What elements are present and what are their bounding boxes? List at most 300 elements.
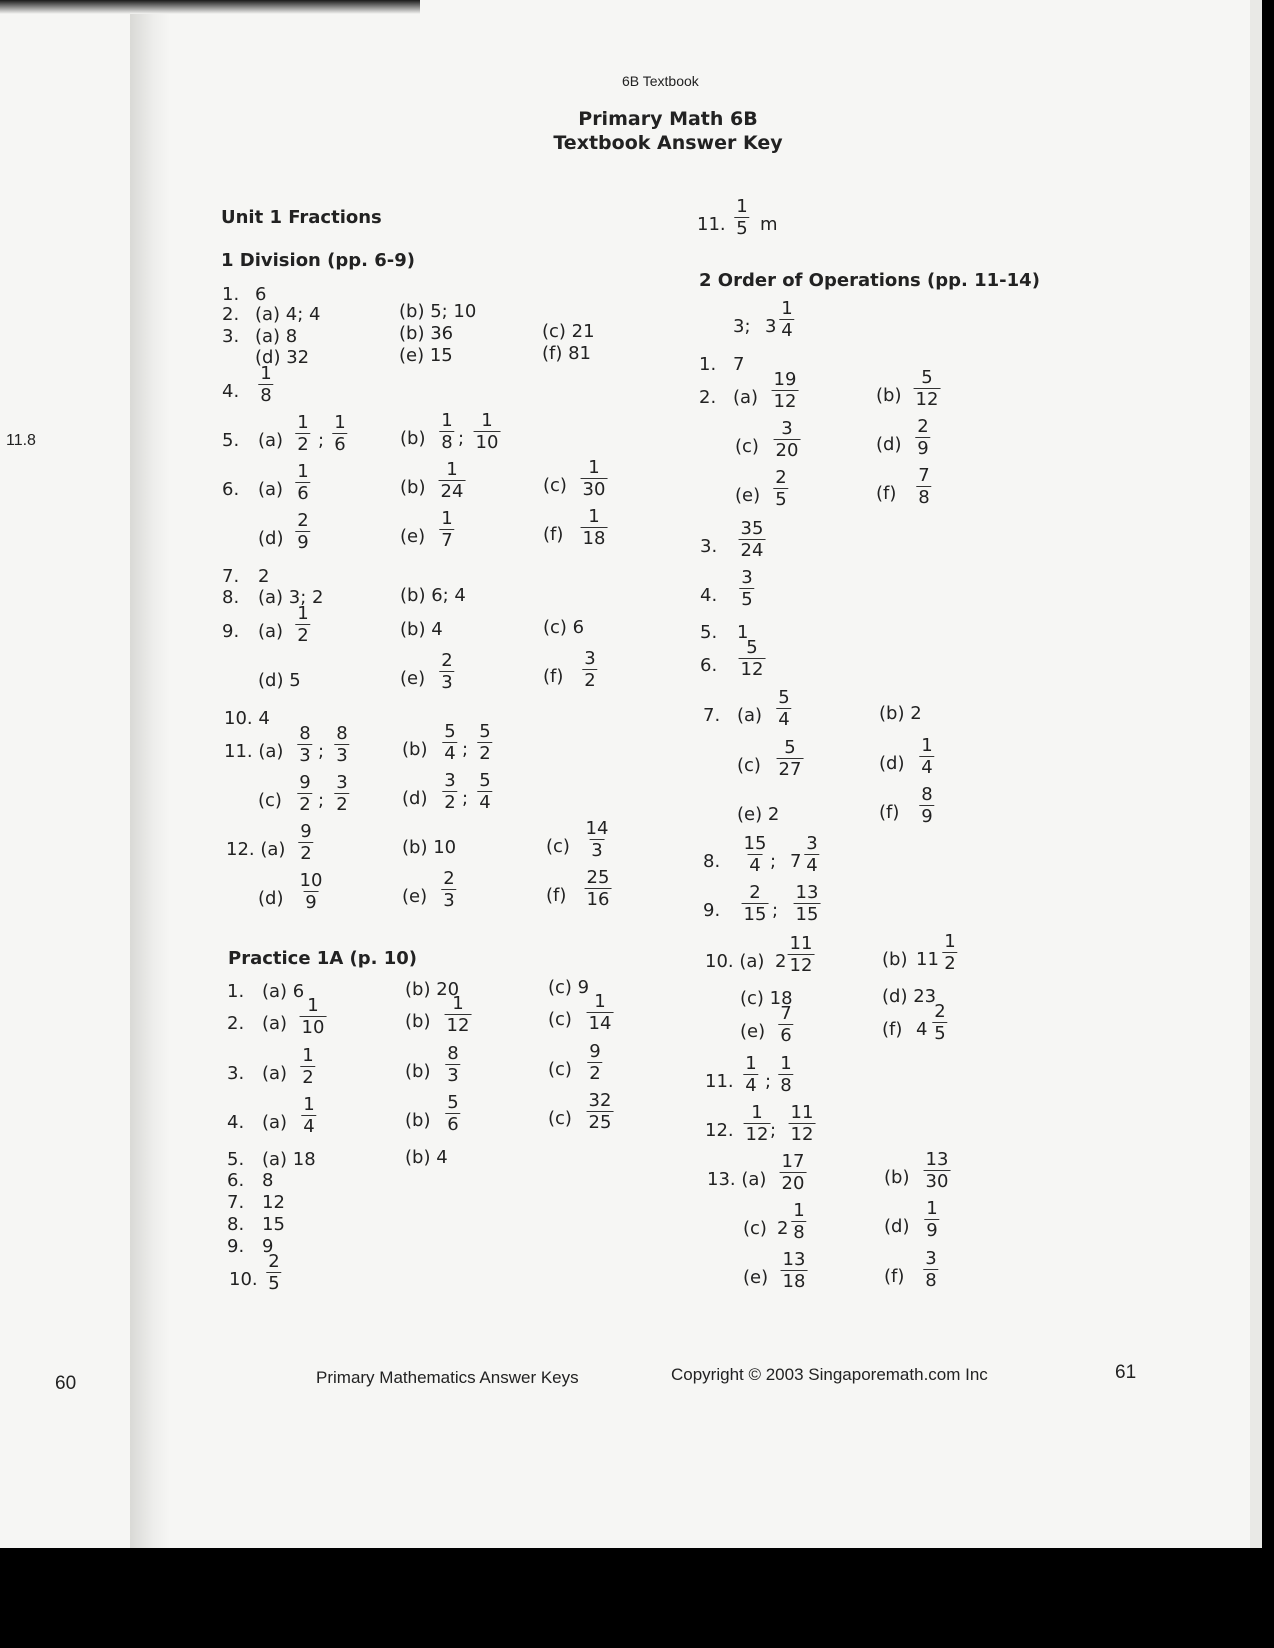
fraction <box>477 770 492 813</box>
fraction <box>788 933 815 976</box>
answer-text: 8 <box>262 1170 274 1191</box>
fraction-numerator: 1 <box>452 993 464 1014</box>
answer-text: (a) <box>258 479 284 500</box>
fraction-numerator: 2 <box>775 467 787 488</box>
fraction-numerator: 1 <box>302 1045 314 1066</box>
fraction-numerator: 1 <box>303 1094 315 1115</box>
fraction-denominator: 5 <box>741 589 753 610</box>
fraction <box>734 196 749 239</box>
answer-text: 2. <box>222 304 240 325</box>
fraction-denominator: 16 <box>586 889 610 910</box>
section-heading-practice-1a: Practice 1A (p. 10) <box>228 948 418 969</box>
fraction-numerator: 7 <box>918 465 930 486</box>
answer-text: 8. <box>222 587 240 608</box>
fraction-numerator: 1 <box>781 298 793 319</box>
answer-text: (a) <box>262 1112 288 1133</box>
fraction <box>776 687 791 730</box>
fraction-denominator: 7 <box>441 530 453 551</box>
fraction-numerator: 5 <box>778 687 790 708</box>
fraction <box>924 1198 939 1241</box>
fraction-denominator: 20 <box>775 440 799 461</box>
answer-text: 1. <box>227 981 245 1002</box>
fraction-denominator: 8 <box>260 385 272 406</box>
fraction-denominator: 24 <box>740 540 764 561</box>
fraction-numerator: 8 <box>336 723 348 744</box>
answer-text: 3; <box>733 316 751 337</box>
fraction-denominator: 4 <box>921 757 933 778</box>
fraction-denominator: 2 <box>302 1067 314 1088</box>
fraction <box>916 465 931 508</box>
answer-text: 12 <box>262 1192 285 1213</box>
fraction-denominator: 9 <box>926 1220 938 1241</box>
fraction <box>334 772 349 815</box>
fraction-numerator: 14 <box>585 818 609 839</box>
answer-text: 2 <box>777 1218 789 1239</box>
fraction <box>780 1151 807 1194</box>
fraction-denominator: 9 <box>921 806 933 827</box>
fraction-denominator: 2 <box>589 1063 601 1084</box>
fraction <box>581 506 608 549</box>
answer-text: (d) <box>258 888 284 909</box>
answer-text: 7. <box>222 566 240 587</box>
answer-text: (c) <box>743 1218 767 1239</box>
answer-text: (e) 15 <box>399 345 453 366</box>
fraction-denominator: 12 <box>915 389 939 410</box>
fraction-numerator: 2 <box>934 1001 946 1022</box>
answer-text: 1. <box>699 354 717 375</box>
fraction <box>587 1090 614 1133</box>
fraction-denominator: 2 <box>299 794 311 815</box>
answer-text: (b) 20 <box>405 979 460 1000</box>
fraction-numerator: 7 <box>780 1003 792 1024</box>
answer-text: 9. <box>222 621 240 642</box>
fraction-numerator: 5 <box>447 1092 459 1113</box>
fraction <box>942 931 957 974</box>
answer-text: 6 <box>255 284 267 305</box>
fraction-numerator: 1 <box>441 410 453 431</box>
answer-text: 3 <box>765 316 777 337</box>
fraction-denominator: 6 <box>780 1025 792 1046</box>
fraction <box>477 721 492 764</box>
fraction-numerator: 1 <box>307 995 319 1016</box>
fraction-denominator: 8 <box>441 432 453 453</box>
answer-text: (c) <box>735 436 759 457</box>
answer-text: (c) 21 <box>542 321 595 342</box>
answer-text: 2 <box>258 566 270 587</box>
answer-text: 9 <box>262 1236 274 1257</box>
answer-text: (f) <box>546 885 567 906</box>
answer-text: ; <box>462 788 469 809</box>
fraction-denominator: 30 <box>582 479 606 500</box>
fraction <box>439 459 466 502</box>
fraction-denominator: 3 <box>336 745 348 766</box>
answer-text: ; <box>772 900 779 921</box>
fraction <box>445 993 472 1036</box>
fraction-denominator: 25 <box>588 1112 612 1133</box>
fraction-numerator: 1 <box>588 457 600 478</box>
fraction <box>445 1043 460 1086</box>
fraction-denominator: 10 <box>301 1017 325 1038</box>
fraction-numerator: 2 <box>441 650 453 671</box>
fraction <box>445 1092 460 1135</box>
answer-text: 3. <box>700 536 718 557</box>
fraction-denominator: 2 <box>479 743 491 764</box>
fraction-denominator: 2 <box>336 794 348 815</box>
answer-text: 4 <box>916 1019 928 1040</box>
answer-text: (e) <box>400 668 426 689</box>
fraction <box>742 833 769 876</box>
answer-text: (a) 3; 2 <box>258 587 324 608</box>
book-spine-shadow <box>130 0 170 1548</box>
fraction-numerator: 25 <box>586 867 610 888</box>
answer-text: 3. <box>227 1063 245 1084</box>
fraction-numerator: 35 <box>740 518 764 539</box>
fraction-denominator: 5 <box>775 489 787 510</box>
fraction-numerator: 5 <box>746 637 758 658</box>
fraction <box>778 1003 793 1046</box>
fraction <box>924 1149 951 1192</box>
answer-text: 13. (a) <box>707 1169 767 1190</box>
fraction-denominator: 3 <box>299 745 311 766</box>
answer-text: (b) <box>405 1061 431 1082</box>
fraction-numerator: 15 <box>743 833 767 854</box>
answer-text: 8. <box>227 1214 245 1235</box>
fraction <box>439 508 454 551</box>
fraction-denominator: 5 <box>934 1023 946 1044</box>
fraction-numerator: 1 <box>334 412 346 433</box>
fraction <box>301 1094 316 1137</box>
fraction-numerator: 3 <box>584 648 596 669</box>
fraction-numerator: 11 <box>790 1102 814 1123</box>
fraction <box>587 991 614 1034</box>
fraction <box>582 648 597 691</box>
fraction <box>442 721 457 764</box>
fraction <box>789 1102 816 1145</box>
answer-text: 1. <box>222 284 240 305</box>
footer-title: Primary Mathematics Answer Keys <box>316 1368 579 1387</box>
fraction <box>332 412 347 455</box>
fraction <box>295 510 310 553</box>
fraction-denominator: 6 <box>334 434 346 455</box>
fraction <box>581 457 608 500</box>
fraction-numerator: 5 <box>479 770 491 791</box>
fraction-numerator: 1 <box>297 412 309 433</box>
answer-text: (f) <box>543 666 564 687</box>
fraction-numerator: 1 <box>793 1200 805 1221</box>
footer-copyright: Copyright © 2003 Singaporemath.com Inc <box>671 1365 988 1384</box>
fraction-denominator: 3 <box>443 890 455 911</box>
answer-text: 4. <box>700 585 718 606</box>
answer-text: (b) <box>405 1110 431 1131</box>
section-heading-division: 1 Division (pp. 6-9) <box>221 250 415 271</box>
fraction-denominator: 3 <box>441 672 453 693</box>
fraction <box>779 298 794 341</box>
fraction-numerator: 8 <box>921 784 933 805</box>
fraction <box>297 772 312 815</box>
answer-text: (c) <box>548 1108 572 1129</box>
fraction <box>585 867 612 910</box>
fraction-numerator: 1 <box>446 459 458 480</box>
fraction-numerator: 8 <box>447 1043 459 1064</box>
fraction <box>773 467 788 510</box>
answer-text: ; <box>462 739 469 760</box>
answer-text: 4. <box>222 381 240 402</box>
answer-text: ; <box>318 430 325 451</box>
answer-text: 6. <box>227 1170 245 1191</box>
fraction <box>915 416 930 459</box>
fraction <box>744 1102 771 1145</box>
answer-text: (d) <box>884 1216 910 1237</box>
answer-text: 2. <box>699 387 717 408</box>
fraction-denominator: 5 <box>268 1273 280 1294</box>
fraction-denominator: 12 <box>740 659 764 680</box>
answer-text: (e) <box>735 485 761 506</box>
answer-text: (d) 32 <box>255 347 310 368</box>
answer-text: 2 <box>775 951 787 972</box>
fraction <box>334 723 349 766</box>
fraction <box>258 363 273 406</box>
answer-text: (b) 6; 4 <box>400 585 466 606</box>
fraction-numerator: 8 <box>299 723 311 744</box>
fraction <box>794 882 821 925</box>
fraction <box>295 603 310 646</box>
fraction-denominator: 30 <box>925 1171 949 1192</box>
fraction-denominator: 4 <box>444 743 456 764</box>
fraction <box>739 637 766 680</box>
answer-text: (f) 81 <box>542 343 592 364</box>
answer-text: (f) <box>882 1019 903 1040</box>
unit-heading: Unit 1 Fractions <box>221 207 382 228</box>
fraction-denominator: 8 <box>780 1075 792 1096</box>
answer-text: (c) <box>543 475 567 496</box>
right-page-edge <box>1250 0 1262 1548</box>
fraction-denominator: 4 <box>778 709 790 730</box>
fraction-numerator: 5 <box>784 737 796 758</box>
fraction <box>439 650 454 693</box>
fraction-denominator: 9 <box>297 532 309 553</box>
fraction-denominator: 24 <box>440 481 464 502</box>
fraction-numerator: 1 <box>297 461 309 482</box>
fraction <box>923 1248 938 1291</box>
fraction-numerator: 5 <box>444 721 456 742</box>
fraction-numerator: 1 <box>944 931 956 952</box>
fraction-numerator: 13 <box>925 1149 949 1170</box>
fraction-denominator: 12 <box>745 1124 769 1145</box>
answer-text: 1 <box>737 622 749 643</box>
answer-text: (c) 18 <box>740 988 793 1009</box>
answer-text: ; <box>318 741 325 762</box>
answer-text: (a) <box>262 1063 288 1084</box>
fraction-numerator: 3 <box>925 1248 937 1269</box>
fraction-denominator: 8 <box>925 1270 937 1291</box>
fraction <box>743 1053 758 1096</box>
answer-text: (b) <box>400 428 426 449</box>
answer-text: (b) 2 <box>879 703 922 724</box>
fraction-numerator: 9 <box>299 772 311 793</box>
fraction-denominator: 4 <box>745 1075 757 1096</box>
answer-text: 9. <box>703 900 721 921</box>
fraction-denominator: 4 <box>781 320 793 341</box>
fraction-numerator: 13 <box>795 882 819 903</box>
answer-text: (e) 2 <box>737 804 780 825</box>
answer-text: (f) <box>884 1266 905 1287</box>
answer-text: (a) <box>733 387 759 408</box>
fraction-numerator: 10 <box>299 870 323 891</box>
fraction-denominator: 2 <box>444 792 456 813</box>
fraction-numerator: 9 <box>589 1041 601 1062</box>
fraction-numerator: 3 <box>781 418 793 439</box>
fraction <box>297 723 312 766</box>
fraction-denominator: 3 <box>591 840 603 861</box>
fraction-numerator: 1 <box>481 410 493 431</box>
answer-text: (e) <box>743 1267 769 1288</box>
answer-text: (e) <box>740 1021 766 1042</box>
answer-text: (a) <box>737 705 763 726</box>
answer-text: 4. <box>227 1112 245 1133</box>
answer-text: (a) <box>258 621 284 642</box>
fraction-denominator: 2 <box>584 670 596 691</box>
fraction <box>300 1045 315 1088</box>
fraction <box>474 410 501 453</box>
answer-text: 5. <box>222 430 240 451</box>
fraction <box>739 518 766 561</box>
answer-text: (e) <box>402 886 428 907</box>
answer-text: 3. <box>222 326 240 347</box>
running-title: 6B Textbook <box>622 73 699 89</box>
fraction-denominator: 6 <box>447 1114 459 1135</box>
fraction <box>295 412 310 455</box>
fraction-denominator: 2 <box>300 843 312 864</box>
answer-text: (d) <box>879 753 905 774</box>
fraction-numerator: 1 <box>260 363 272 384</box>
fraction-numerator: 19 <box>773 369 797 390</box>
fraction-numerator: 13 <box>782 1249 806 1270</box>
fraction-numerator: 5 <box>479 721 491 742</box>
fraction-denominator: 18 <box>782 1271 806 1292</box>
fraction-numerator: 2 <box>749 882 761 903</box>
answer-text: 10. (a) <box>705 951 765 972</box>
fraction <box>777 737 804 780</box>
answer-text: 11. <box>697 214 726 235</box>
answer-text: (f) <box>879 802 900 823</box>
fraction <box>772 369 799 412</box>
fraction-denominator: 14 <box>588 1013 612 1034</box>
fraction-denominator: 4 <box>303 1116 315 1137</box>
fraction <box>804 833 819 876</box>
fraction <box>919 784 934 827</box>
answer-text: ; <box>458 428 465 449</box>
fraction-numerator: 1 <box>745 1053 757 1074</box>
fraction <box>298 821 313 864</box>
answer-text: 10. <box>229 1269 258 1290</box>
fraction-denominator: 12 <box>789 955 813 976</box>
fraction-numerator: 5 <box>921 367 933 388</box>
answer-text: (b) <box>884 1167 910 1188</box>
answer-text: (d) <box>258 528 284 549</box>
answer-text: (b) 4 <box>400 619 443 640</box>
fraction-denominator: 9 <box>305 892 317 913</box>
fraction-numerator: 11 <box>789 933 813 954</box>
fraction-numerator: 3 <box>741 567 753 588</box>
fraction-denominator: 15 <box>743 904 767 925</box>
fraction-denominator: 2 <box>297 625 309 646</box>
fraction <box>932 1001 947 1044</box>
answer-text: (b) <box>882 949 908 970</box>
answer-text: (f) <box>543 524 564 545</box>
answer-text: (c) <box>546 836 570 857</box>
fraction-numerator: 1 <box>441 508 453 529</box>
fraction-numerator: 9 <box>300 821 312 842</box>
answer-text: (b) 10 <box>402 837 457 858</box>
fraction-denominator: 4 <box>479 792 491 813</box>
fraction-numerator: 2 <box>443 868 455 889</box>
fraction <box>298 870 325 913</box>
answer-text: (b) <box>402 739 428 760</box>
fraction-denominator: 2 <box>297 434 309 455</box>
answer-text: 7. <box>703 705 721 726</box>
fraction-denominator: 15 <box>795 904 819 925</box>
answer-text: 12. <box>705 1120 734 1141</box>
fraction-denominator: 5 <box>736 218 748 239</box>
answer-text: 5. <box>700 622 718 643</box>
fraction-numerator: 2 <box>917 416 929 437</box>
answer-text: 6. <box>700 655 718 676</box>
answer-text: (f) <box>876 483 897 504</box>
fraction-denominator: 4 <box>806 855 818 876</box>
answer-text: 7 <box>733 354 745 375</box>
fraction-denominator: 12 <box>790 1124 814 1145</box>
page-number-right: 61 <box>1115 1362 1137 1383</box>
answer-text: (b) 36 <box>399 323 454 344</box>
answer-text: 6. <box>222 479 240 500</box>
answer-text: (c) <box>737 755 761 776</box>
fraction-numerator: 1 <box>751 1102 763 1123</box>
fraction-denominator: 6 <box>297 483 309 504</box>
answer-text: ; <box>770 851 777 872</box>
fraction-denominator: 12 <box>446 1015 470 1036</box>
margin-note: 11.8 <box>6 432 36 449</box>
fraction-numerator: 1 <box>588 506 600 527</box>
fraction-numerator: 1 <box>926 1198 938 1219</box>
answer-text: 15 <box>262 1214 285 1235</box>
fraction-denominator: 4 <box>749 855 761 876</box>
fraction-numerator: 2 <box>297 510 309 531</box>
page-subtitle: Textbook Answer Key <box>553 132 783 154</box>
answer-text: 11. (a) <box>224 741 284 762</box>
fraction <box>742 882 769 925</box>
page-title: Primary Math 6B <box>578 108 758 130</box>
fraction-numerator: 2 <box>268 1251 280 1272</box>
answer-text: 12. (a) <box>226 839 286 860</box>
fraction <box>778 1053 793 1096</box>
answer-text: (d) 5 <box>258 670 301 691</box>
fraction-denominator: 2 <box>944 953 956 974</box>
answer-text: (d) <box>876 434 902 455</box>
answer-text: (c) <box>258 790 282 811</box>
answer-text: (a) 4; 4 <box>255 304 321 325</box>
fraction <box>266 1251 281 1294</box>
answer-text: (e) <box>400 526 426 547</box>
fraction-denominator: 18 <box>582 528 606 549</box>
fraction-numerator: 3 <box>806 833 818 854</box>
answer-text: 11. <box>705 1071 734 1092</box>
fraction <box>739 567 754 610</box>
answer-text: (a) 8 <box>255 326 298 347</box>
answer-text: (b) 5; 10 <box>399 301 477 322</box>
answer-text: (a) <box>258 430 284 451</box>
fraction-denominator: 3 <box>447 1065 459 1086</box>
fraction <box>442 770 457 813</box>
